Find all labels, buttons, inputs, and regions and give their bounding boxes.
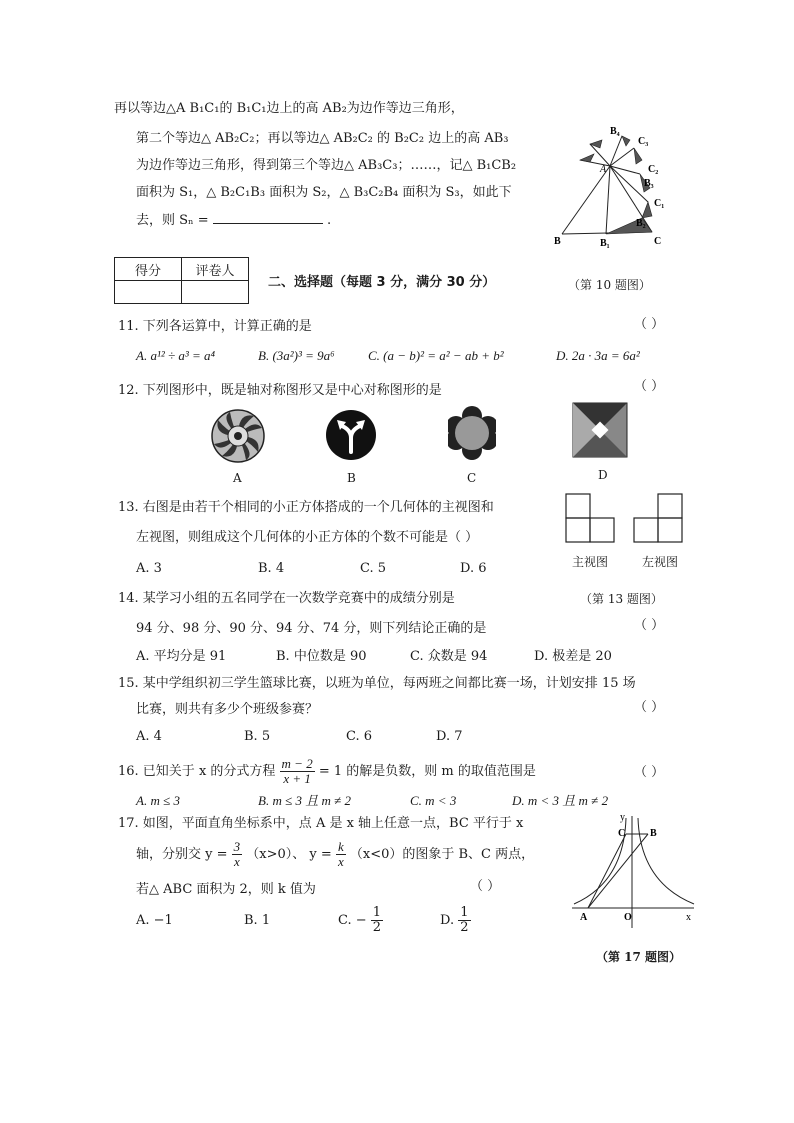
q17-caption: （第 17 题图） [596, 950, 682, 964]
q13-stem-line1: 13. 右图是由若干个相同的小正方体搭成的一个几何体的主视图和 [118, 500, 494, 515]
q12-figure-c[interactable] [448, 406, 496, 460]
q12-stem: 12. 下列图形中，既是轴对称图形又是中心对称图形的是 [118, 383, 442, 398]
q17-fraction-2 [336, 840, 346, 869]
q10-label-a: A [600, 164, 607, 175]
q13-left-bottom-right [658, 518, 682, 542]
q13-left-top [658, 494, 682, 518]
q10-caption: （第 10 题图） [568, 278, 651, 292]
q17-stem-line3: 若△ ABC 面积为 2，则 k 值为 [136, 882, 316, 897]
q17-option-d-num: 1 [460, 905, 469, 920]
grader-cell[interactable] [182, 281, 249, 304]
q17-answer-paren[interactable]: （ ） [470, 879, 501, 894]
q16-option-c[interactable]: C. m < 3 [410, 793, 457, 808]
q10-edge-ac [610, 166, 652, 232]
q17-stem-line1: 17. 如图，平面直角坐标系中，点 A 是 x 轴上任意一点，BC 平行于 x [118, 816, 524, 831]
q13-front-bottom-left [566, 518, 590, 542]
q17-label-c: C [618, 828, 626, 839]
q10-label-b2: B₂ [636, 218, 646, 229]
q10-line1: 再以等边△A B₁C₁的 B₁C₁边上的高 AB₂为边作等边三角形， [114, 101, 464, 116]
q14-stem-line1: 14. 某学习小组的五名同学在一次数学竞赛中的成绩分别是 [118, 591, 455, 606]
q14-option-d[interactable]: D. 极差是 20 [534, 649, 612, 664]
q17-option-b[interactable]: B. 1 [244, 913, 271, 928]
q17-fraction-1 [232, 840, 243, 869]
q10-line2: 第二个等边△ AB₂C₂；再以等边△ AB₂C₂ 的 B₂C₂ 边上的高 AB₃ [136, 131, 509, 146]
q10-label-b: B [554, 236, 561, 247]
q17-option-d-prefix: D. [440, 913, 455, 928]
q10-label-c1: C₁ [654, 198, 665, 209]
q11-stem: 11. 下列各运算中，计算正确的是 [118, 319, 312, 334]
q13-option-d[interactable]: D. 6 [460, 561, 487, 576]
q16-option-d[interactable]: D. m < 3 且 m ≠ 2 [512, 793, 609, 808]
q16-stem-prefix: 16. 已知关于 x 的分式方程 [118, 764, 276, 779]
q10-line3: 为边作等边三角形，得到第三个等边△ AB₃C₃；……，记△ B₁CB₂ [136, 158, 517, 173]
q17-segment-ab [588, 834, 648, 908]
q12-label-c: C [467, 471, 477, 485]
q12-label-b: B [347, 471, 356, 485]
q10-label-b1: B₁ [600, 238, 610, 249]
q17-frac2-num: k [337, 839, 344, 854]
q17-option-a[interactable]: A. −1 [136, 913, 173, 928]
q17-segment-ac [588, 834, 626, 908]
score-table [114, 257, 249, 304]
q17-stem2-c: （x<0）的图象于 B、C 两点， [349, 847, 535, 862]
grader-header: 评卷人 [182, 258, 249, 281]
q11-option-a[interactable]: A. a¹² ÷ a³ = a⁴ [136, 348, 216, 363]
q17-stem2-b: （x>0）、 y = [246, 847, 332, 862]
q17-option-c-fraction [371, 906, 383, 935]
q10-line4: 面积为 S₁，△ B₂C₁B₃ 面积为 S₂，△ B₃C₂B₄ 面积为 S₃，如此下 [136, 185, 512, 200]
q11-answer-paren[interactable]: （ ） [634, 317, 665, 332]
q10-shaded-s5 [622, 136, 630, 146]
q17-label-o: O [624, 912, 632, 923]
q17-option-c-prefix: C. − [338, 913, 367, 928]
q10-edge-ab [562, 166, 610, 234]
q15-stem-line2: 比赛，则共有多少个班级参赛？ [136, 702, 319, 717]
q16-fraction [280, 757, 315, 786]
q15-option-a[interactable]: A. 4 [136, 729, 162, 744]
q17-label-b: B [650, 828, 657, 839]
q13-figure [562, 490, 692, 550]
q17-option-d-den: 2 [460, 920, 469, 935]
q10-label-b3: B₃ [644, 178, 654, 189]
q13-front-top [566, 494, 590, 518]
q13-front-bottom-right [590, 518, 614, 542]
q15-option-c[interactable]: C. 6 [346, 729, 373, 744]
q13-option-c[interactable]: C. 5 [360, 561, 387, 576]
q16-option-a[interactable]: A. m ≤ 3 [136, 793, 180, 808]
q15-answer-paren[interactable]: （ ） [634, 700, 665, 715]
q17-label-a: A [580, 912, 588, 923]
q17-figure [570, 812, 700, 932]
q13-caption: （第 13 题图） [580, 592, 663, 606]
q17-option-d-fraction [458, 906, 470, 935]
q10-shaded-s6 [590, 140, 602, 148]
q14-option-c[interactable]: C. 众数是 94 [410, 649, 488, 664]
q13-stem-line2: 左视图，则组成这个几何体的小正方体的个数不可能是（ ） [136, 530, 479, 545]
q13-option-b[interactable]: B. 4 [258, 561, 285, 576]
q17-option-d[interactable] [440, 902, 471, 940]
q13-front-label: 主视图 [572, 555, 609, 569]
q17-curve-right [638, 818, 694, 904]
q11-option-c[interactable]: C. (a − b)² = a² − ab + b² [368, 348, 504, 363]
score-header: 得分 [115, 258, 182, 281]
q17-option-c-den: 2 [372, 920, 382, 935]
q11-option-d[interactable]: D. 2a · 3a = 6a² [556, 348, 640, 363]
q17-frac1-num: 3 [233, 839, 241, 854]
q10-shaded-s4 [634, 148, 642, 164]
q11-option-b[interactable]: B. (3a²)³ = 9a⁶ [258, 348, 335, 363]
q14-answer-paren[interactable]: （ ） [634, 618, 665, 633]
section2-title: 二、选择题（每题 3 分，满分 30 分） [268, 275, 496, 290]
q14-option-a[interactable]: A. 平均分是 91 [136, 649, 227, 664]
q16-option-b[interactable]: B. m ≤ 3 且 m ≠ 2 [258, 793, 351, 808]
q16-stem [118, 755, 536, 789]
q16-stem-suffix: = 1 的解是负数，则 m 的取值范围是 [318, 764, 536, 779]
q15-option-d[interactable]: D. 7 [436, 729, 463, 744]
q17-option-c-num: 1 [372, 905, 382, 920]
q12-figure-b[interactable] [324, 408, 378, 462]
q12-figure-a[interactable] [210, 408, 266, 464]
q15-option-b[interactable]: B. 5 [244, 729, 271, 744]
score-cell[interactable] [115, 281, 182, 304]
q10-height-ab1 [606, 166, 610, 234]
q17-stem2-a: 轴，分别交 y = [136, 847, 228, 862]
q10-label-b4: B₄ [610, 126, 620, 137]
q10-figure [550, 122, 670, 252]
q10-label-c2: C₂ [648, 164, 659, 175]
q10-label-c: C [654, 236, 662, 247]
q14-stem-line2: 94 分、98 分、90 分、94 分、74 分，则下列结论正确的是 [136, 621, 487, 636]
q10-label-c3: C₃ [638, 136, 649, 147]
q14-option-b[interactable]: B. 中位数是 90 [276, 649, 367, 664]
q12-answer-paren[interactable]: （ ） [634, 379, 665, 394]
q17-frac2-den: x [337, 854, 344, 869]
q12-label-a: A [233, 471, 242, 485]
q15-stem-line1: 15. 某中学组织初三学生篮球比赛，以班为单位，每两班之间都比赛一场，计划安排 15 场 [118, 676, 636, 691]
q12-figure-d[interactable] [572, 402, 628, 458]
q16-answer-paren[interactable]: （ ） [634, 765, 665, 780]
q10-shaded-s2 [642, 202, 652, 218]
q10-line5 [136, 211, 331, 230]
q17-option-c[interactable] [338, 902, 383, 940]
q16-frac-den: x + 1 [283, 771, 311, 786]
q17-label-y: y [620, 812, 625, 823]
q17-label-x: x [686, 912, 691, 923]
q10-answer-blank[interactable] [213, 211, 323, 224]
q12-label-d: D [598, 468, 608, 482]
q10-line5-suffix: . [326, 213, 332, 228]
q13-left-label: 左视图 [642, 555, 679, 569]
q13-option-a[interactable]: A. 3 [136, 561, 162, 576]
q13-left-bottom-left [634, 518, 658, 542]
q17-stem-line2 [136, 838, 534, 872]
q16-frac-num: m − 2 [281, 756, 313, 771]
q17-frac1-den: x [234, 854, 240, 869]
q10-line5-prefix: 去，则 Sₙ = [136, 213, 209, 228]
